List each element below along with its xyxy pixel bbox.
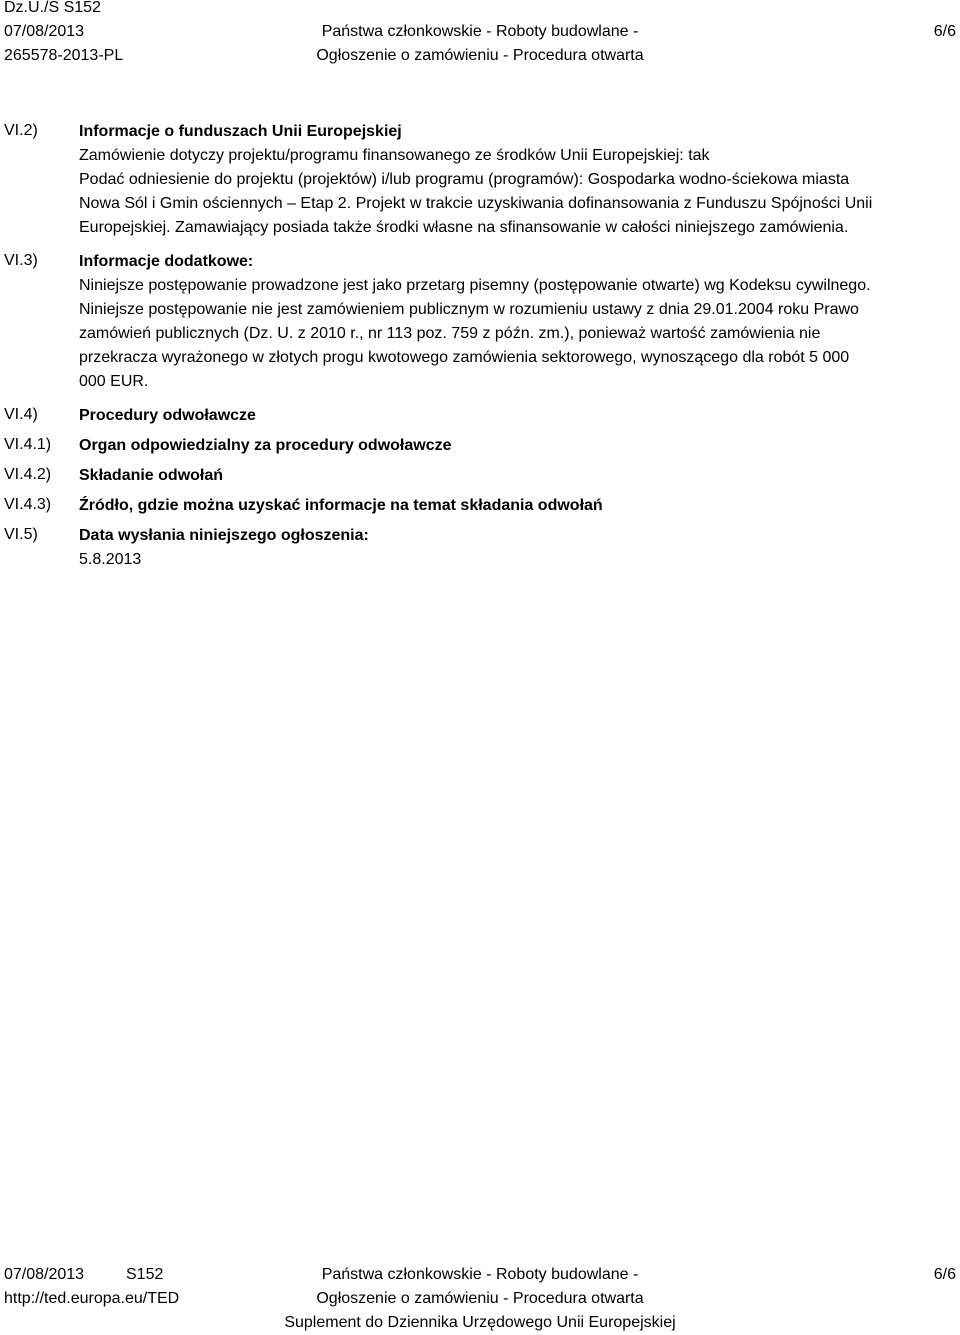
journal-reference: Dz.U./S S152 <box>4 0 101 16</box>
section-heading: Data wysłania niniejszego ogłoszenia: <box>79 527 369 544</box>
footer-page-number: 6/6 <box>933 1266 956 1283</box>
footer-series: S152 <box>126 1266 164 1283</box>
footer-title-line-2: Ogłoszenie o zamówieniu - Procedura otwarta <box>316 1290 644 1307</box>
section-vi5 <box>79 524 959 572</box>
paragraph-line: zamówień publicznych (Dz. U. z 2010 r., nr 113 poz. 759 z późn. zm.), ponieważ wartość zamówienia nie <box>79 325 821 342</box>
footer-title-line-3: Suplement do Dziennika Urzędowego Unii Europejskiej <box>284 1314 676 1331</box>
paragraph-line: Europejskiej. Zamawiający posiada także środki własne na sfinansowanie w całości niniejszego zamówienia. <box>79 219 849 236</box>
section-number-vi4: VI.4) <box>4 406 38 423</box>
section-number-vi5: VI.5) <box>4 526 38 543</box>
section-heading: Informacje o funduszach Unii Europejskiej <box>79 123 402 140</box>
paragraph-line: Niniejsze postępowanie prowadzone jest jako przetarg pisemny (postępowanie otwarte) wg Kodeksu cywilnego. <box>79 277 871 294</box>
paragraph-line: Niniejsze postępowanie nie jest zamówieniem publicznym w rozumieniu ustawy z dnia 29.01.2004 roku Prawo <box>79 301 859 318</box>
section-heading: Informacje dodatkowe: <box>79 253 254 270</box>
section-vi42-heading: Składanie odwołań <box>79 467 224 484</box>
section-number-vi2: VI.2) <box>4 122 38 139</box>
section-vi43-heading: Źródło, gdzie można uzyskać informacje na temat składania odwołań <box>79 497 603 514</box>
dispatch-date: 5.8.2013 <box>79 551 142 568</box>
header-title-line-1: Państwa członkowskie - Roboty budowlane - <box>321 23 639 40</box>
section-vi3 <box>79 250 959 394</box>
paragraph-line: 000 EUR. <box>79 373 149 390</box>
paragraph-line: Podać odniesienie do projektu (projektów) i/lub programu (programów): Gospodarka wodno-ściekowa miasta <box>79 171 850 188</box>
publication-date: 07/08/2013 <box>4 23 85 40</box>
paragraph-line: Nowa Sól i Gmin ościennych – Etap 2. Projekt w trakcie uzyskiwania dofinansowania z Funduszu Spójności Unii <box>79 195 873 212</box>
footer-date: 07/08/2013 <box>4 1266 85 1283</box>
header-title-line-2: Ogłoszenie o zamówieniu - Procedura otwarta <box>316 47 644 64</box>
document-id: 265578-2013-PL <box>4 47 124 64</box>
section-number-vi42: VI.4.2) <box>4 466 52 483</box>
section-vi2 <box>79 120 959 240</box>
paragraph-line: przekracza wyrażonego w złotych progu kwotowego zamówienia sektorowego, wynoszącego dla robót 5 000 <box>79 349 850 366</box>
paragraph-line: Zamówienie dotyczy projektu/programu finansowanego ze środków Unii Europejskiej: tak <box>79 147 710 164</box>
header-page-number: 6/6 <box>933 23 956 40</box>
footer-title-line-1: Państwa członkowskie - Roboty budowlane - <box>321 1266 639 1283</box>
section-number-vi41: VI.4.1) <box>4 436 52 453</box>
section-vi4-heading: Procedury odwoławcze <box>79 407 256 424</box>
section-vi41-heading: Organ odpowiedzialny za procedury odwoławcze <box>79 437 452 454</box>
section-number-vi43: VI.4.3) <box>4 496 52 513</box>
footer-url: http://ted.europa.eu/TED <box>4 1290 180 1307</box>
section-number-vi3: VI.3) <box>4 252 38 269</box>
